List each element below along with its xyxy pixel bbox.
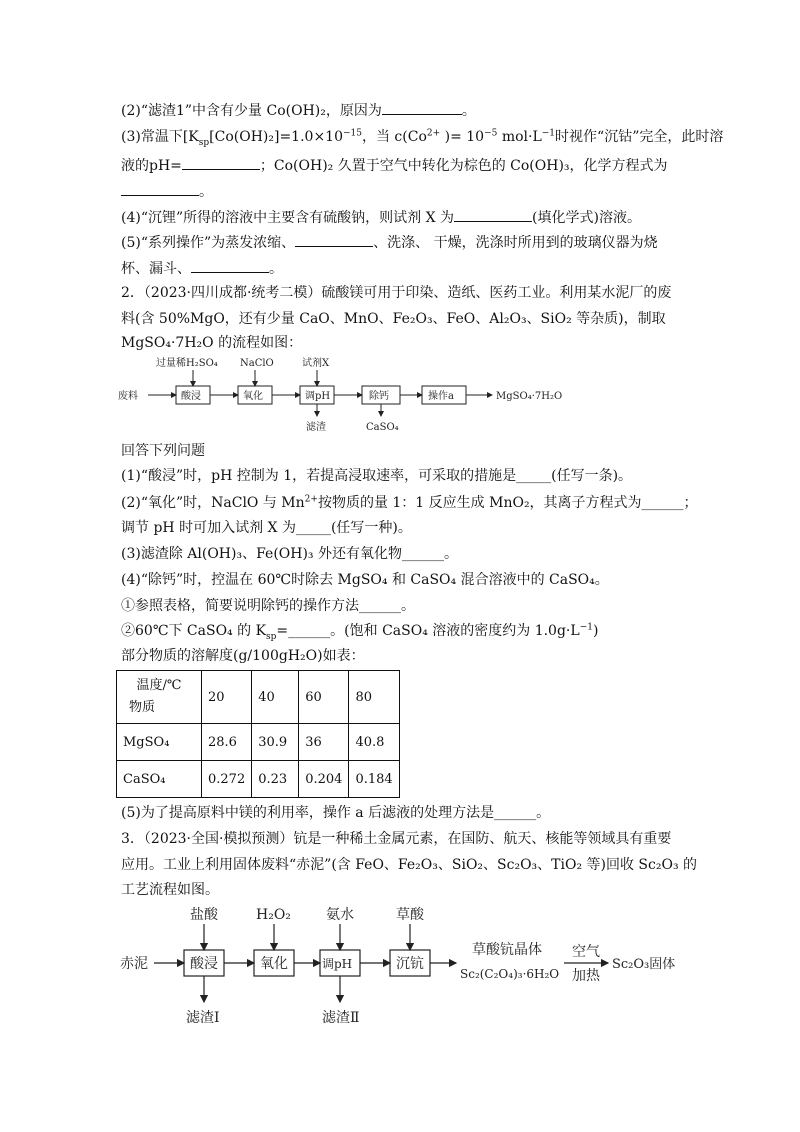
q2-answer-prompt: 回答下列问题 <box>121 443 205 459</box>
flow1-step2-label: 氧化 <box>243 391 263 402</box>
flow2-reagent-oxalic: 草酸 <box>396 907 424 923</box>
flow1-step1-label: 酸浸 <box>181 391 201 402</box>
table-value-cell: 36 <box>299 724 349 761</box>
table-corner-substance: 物质 <box>129 700 156 715</box>
q2-part4-2: ②60℃下 CaSO₄ 的 $K_{sp}=\_\_\_\_\_\_$。(饱和 CaSO₄ 溶液的密度约为 $1.0g\cdot L^{-1}$) <box>121 622 599 642</box>
flow2-reagent-ammonia: 氨水 <box>326 907 354 923</box>
table-corner-temp: 温度/℃ <box>136 678 182 693</box>
flow2-condition-air: 空气 <box>572 944 600 960</box>
q2-part2-line2: 调节 pH 时可加入试剂 X 为_____(任写一种)。 <box>121 520 412 536</box>
flow2-output-residue1: 滤渣Ⅰ <box>186 1010 220 1026</box>
flow1-product: MgSO₄·7H₂O <box>496 391 563 402</box>
table-substance-cell: MgSO₄ <box>117 724 202 761</box>
flow1-step4-label: 除钙 <box>369 391 389 402</box>
flow1-step5-label: 操作a <box>428 391 454 402</box>
table-value-cell: 0.272 <box>202 761 252 798</box>
q1-part3-line1: (3)常温下[$K_{sp}[Co(OH)_2]=1.0\times 10^{-15}$，当 $c(Co^{2+}$ )= $10^{-5}$ $mol\cdot L^{-1}$时视作“沉钴”完全，此时溶 <box>121 128 724 148</box>
q2-line3: MgSO₄·7H₂O 的流程如图： <box>121 335 303 351</box>
table-temp-cell: 60 <box>299 671 349 724</box>
table-row <box>117 724 400 761</box>
flow2-crystal-name: 草酸钪晶体 <box>472 942 542 958</box>
table-row <box>117 761 400 798</box>
q1-part5-line1: (5)“系列操作”为蒸发浓缩、 、洗涤、 干燥，洗涤时所用到的玻璃仪器为烧 <box>121 232 658 252</box>
flow2-step2-label: 氧化 <box>260 956 288 972</box>
table-temp-cell: 20 <box>202 671 252 724</box>
q1-part3-line3: 。 <box>121 181 213 201</box>
q2-heading: 2．（2023·四川成都·统考二模）硫酸镁可用于印染、造纸、医药工业。利用某水泥厂的废 <box>121 285 672 301</box>
q3-line3: 工艺流程如图。 <box>121 882 219 898</box>
flow1-reagent-x: 试剂X <box>302 358 330 369</box>
solubility-table <box>116 670 400 798</box>
flow-diagram-sc2o3 <box>118 902 688 1052</box>
flow2-reagent-h2o2: H₂O₂ <box>256 907 291 923</box>
q2-part4-1: ①参照表格，简要说明除钙的操作方法______。 <box>121 598 415 614</box>
flow2-product: Sc₂O₃固体 <box>612 957 676 972</box>
table-temp-cell: 40 <box>252 671 299 724</box>
q2-part1: (1)“酸浸”时，pH 控制为 1，若提高浸取速率，可采取的措施是_____(任写一条)。 <box>121 468 633 484</box>
flow1-reagent-naclo: NaClO <box>240 358 274 369</box>
q1-part4: (4)“沉锂”所得的溶液中主要含有硫酸钠，则试剂 X 为 (填化学式)溶液。 <box>121 207 641 227</box>
flow-diagram-mgso4 <box>116 352 586 436</box>
q2-table-caption: 部分物质的溶解度(g/100gH₂O)如表： <box>121 648 365 664</box>
q2-part4: (4)“除钙”时，控温在 60℃时除去 MgSO₄ 和 CaSO₄ 混合溶液中的 CaSO₄。 <box>121 572 609 588</box>
answer-blank <box>454 207 532 222</box>
answer-blank <box>191 258 269 273</box>
table-value-cell: 30.9 <box>252 724 299 761</box>
flow2-condition-heat: 加热 <box>572 968 600 984</box>
table-value-cell: 0.23 <box>252 761 299 798</box>
flow2-input: 赤泥 <box>120 956 148 972</box>
flow2-step1-label: 酸浸 <box>190 956 218 972</box>
table-substance-cell: CaSO₄ <box>117 761 202 798</box>
q3-line2: 应用。工业上利用固体废料“赤泥”(含 FeO、Fe₂O₃、SiO₂、Sc₂O₃、TiO₂ 等)回收 Sc₂O₃ 的 <box>121 857 698 873</box>
flow2-output-residue2: 滤渣Ⅱ <box>322 1010 360 1026</box>
q2-part3: (3)滤渣除 Al(OH)₃、Fe(OH)₃ 外还有氧化物______。 <box>121 546 458 562</box>
q1-part2: (2)“滤渣1”中含有少量 Co(OH)₂，原因为 。 <box>121 100 476 120</box>
flow1-output-residue: 滤渣 <box>306 422 326 433</box>
flow1-output-caso4: CaSO₄ <box>366 422 399 433</box>
answer-blank <box>295 232 373 247</box>
flow1-step3-label: 调pH <box>305 391 331 402</box>
answer-blank <box>182 155 260 170</box>
table-value-cell: 40.8 <box>349 724 399 761</box>
q2-part5: (5)为了提高原料中镁的利用率，操作 a 后滤液的处理方法是______。 <box>121 805 551 821</box>
q2-line2: 料(含 50%MgO，还有少量 CaO、MnO、Fe₂O₃、FeO、Al₂O₃、SiO₂ 等杂质)，制取 <box>121 311 666 327</box>
q2-part2-line1: (2)“氧化”时，NaClO 与 $Mn^{2+}$按物质的量 1：1 反应生成 MnO₂，其离子方程式为______； <box>121 494 698 511</box>
flow2-reagent-hcl: 盐酸 <box>190 907 218 923</box>
table-value-cell: 28.6 <box>202 724 252 761</box>
q1-part5-line2: 杯、漏斗、 。 <box>121 258 283 278</box>
table-value-cell: 0.184 <box>349 761 399 798</box>
table-corner-cell <box>117 671 202 724</box>
flow2-step4-label: 沉钪 <box>396 956 424 972</box>
flow1-reagent-h2so4: 过量稀H₂SO₄ <box>156 358 218 369</box>
flow1-input: 废料 <box>118 391 138 402</box>
table-header-row <box>117 671 400 724</box>
answer-blank <box>382 100 462 115</box>
flow2-step3-label: 调pH <box>322 957 353 971</box>
flow2-crystal-formula: Sc₂(C₂O₄)₃·6H₂O <box>460 967 560 981</box>
q3-heading: 3．（2023·全国·模拟预测）钪是一种稀土金属元素，在国防、航天、核能等领域具有重要 <box>121 831 672 847</box>
table-value-cell: 0.204 <box>299 761 349 798</box>
answer-blank <box>121 181 199 196</box>
q1-part3-line2: 液的pH= ；Co(OH)₂ 久置于空气中转化为棕色的 Co(OH)₃，化学方程式为 <box>121 155 668 175</box>
table-temp-cell: 80 <box>349 671 399 724</box>
